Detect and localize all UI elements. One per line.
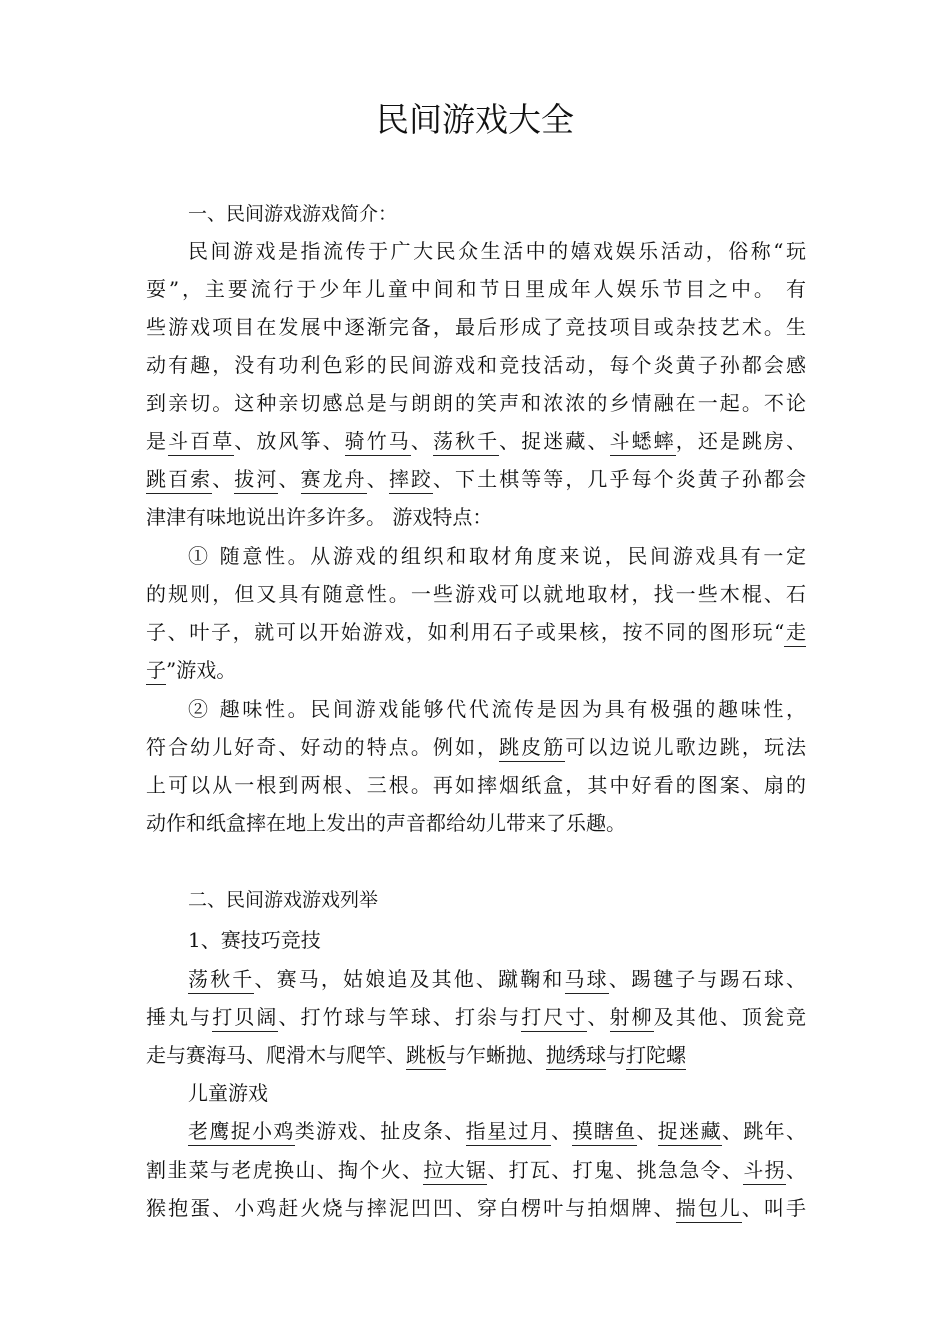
subheading: 1、赛技巧竞技	[188, 928, 321, 952]
text-run: 的规则，但又具有随意性。一些游戏可以就地取材，找一些木棍、石	[146, 582, 806, 606]
game-link: 指星过月	[466, 1119, 551, 1146]
game-link: 斗拐	[743, 1158, 786, 1185]
game-link: 跳板	[406, 1043, 446, 1070]
game-link: 捉迷藏	[658, 1119, 722, 1146]
paragraph-line	[146, 1195, 806, 1221]
text-run: 、打竹球与竿球、打尜与	[278, 1005, 522, 1029]
section-1-heading: 一、民间游戏游戏简介：	[188, 203, 398, 225]
paragraph-line	[146, 1004, 806, 1030]
text-run: 、	[636, 1119, 658, 1143]
game-link: 打陀螺	[626, 1043, 686, 1070]
text-run: 民间游戏是指流传于广大民众生活中的嬉戏娱乐活动，俗称“玩	[188, 239, 806, 263]
text-run: 、	[410, 429, 433, 453]
paragraph-line	[146, 734, 806, 760]
text-run: 、	[551, 1119, 573, 1143]
document-title: 民间游戏大全	[376, 100, 574, 139]
game-link: 打尺寸	[521, 1005, 587, 1032]
text-run: 、放风筝、	[234, 429, 345, 453]
text-run: 、下土棋等等，几乎每个炎黄子孙都会	[432, 467, 807, 491]
game-link: 斗蟋蟀	[610, 429, 676, 456]
text-run: 动有趣，没有功利色彩的民间游戏和竞技活动，每个炎黄子孙都会感	[146, 353, 806, 377]
text-run: ② 趣味性。民间游戏能够代代流传是因为具有极强的趣味性，	[188, 697, 806, 721]
text-run: 是	[146, 429, 169, 453]
text-run: ① 随意性。从游戏的组织和取材角度来说，民间游戏具有一定	[188, 544, 806, 568]
text-run: 割韭菜与老虎换山、掏个火、	[146, 1158, 424, 1182]
subheading: 儿童游戏	[188, 1081, 268, 1105]
game-link: 抛绣球	[546, 1043, 606, 1070]
text-run: 及其他、顶瓮竞	[653, 1005, 807, 1029]
text-run: 子、叶子，就可以开始游戏，如利用石子或果核，按不同的图形玩“	[146, 620, 785, 644]
game-link: 揣包儿	[676, 1196, 742, 1223]
paragraph-line	[146, 772, 806, 798]
paragraph-line	[146, 810, 806, 836]
paragraph-line	[188, 966, 806, 992]
text-run: 捶丸与	[146, 1005, 213, 1029]
paragraph-line	[146, 466, 806, 492]
game-link: 走	[784, 620, 806, 647]
paragraph-line	[188, 1118, 806, 1144]
game-link: 跳皮筋	[499, 735, 565, 762]
paragraph-line	[146, 581, 806, 607]
text-run: ，还是跳房、	[675, 429, 807, 453]
game-link: 摸瞎鱼	[572, 1119, 636, 1146]
paragraph-line	[146, 428, 806, 454]
paragraph-line	[146, 390, 806, 416]
paragraph-line	[188, 696, 806, 722]
paragraph-line	[146, 314, 806, 340]
text-run: 、赛马，姑娘追及其他、蹴鞠和	[254, 967, 565, 991]
game-link: 拉大锯	[423, 1158, 487, 1185]
text-run: ”游戏。	[166, 658, 237, 682]
section-2-heading: 二、民间游戏游戏列举	[188, 889, 379, 911]
game-link: 子	[146, 658, 166, 685]
paragraph-line	[188, 543, 806, 569]
paragraph-line	[146, 276, 806, 302]
text-run: 与乍蜥抛、	[446, 1043, 546, 1067]
text-run: 动作和纸盒摔在地上发出的声音都给幼儿带来了乐趣。	[146, 811, 626, 835]
paragraph-line	[146, 504, 806, 530]
text-run: 、	[212, 467, 235, 491]
text-run: 走与赛海马、爬滑木与爬竿、	[146, 1043, 406, 1067]
text-run: 、叫手	[741, 1196, 807, 1220]
text-run: 些游戏项目在发展中逐渐完备，最后形成了竞技项目或杂技艺术。生	[146, 315, 806, 339]
text-run: 可以边说儿歌边跳，玩法	[565, 735, 807, 759]
paragraph-line	[146, 352, 806, 378]
game-link: 斗百草	[168, 429, 234, 456]
game-link: 拔河	[234, 467, 278, 494]
text-run: 类游戏、扯皮条、	[294, 1119, 466, 1143]
text-run: 、	[587, 1005, 610, 1029]
text-run: 、踢毽子与踢石球、	[608, 967, 807, 991]
game-link: 马球	[565, 967, 609, 994]
game-link: 射柳	[610, 1005, 654, 1032]
text-run: 津津有味地说出许多许多。 游戏特点：	[146, 505, 493, 529]
paragraph-line	[146, 1157, 806, 1183]
text-run: 、捉迷藏、	[499, 429, 610, 453]
text-run: 、	[278, 467, 301, 491]
game-link: 摔跤	[389, 467, 433, 494]
game-link: 跳百索	[146, 467, 212, 494]
text-run: 、打瓦、打鬼、挑急急令、	[487, 1158, 744, 1182]
game-link: 赛龙舟	[301, 467, 367, 494]
text-run: 符合幼儿好奇、好动的特点。例如，	[146, 735, 500, 759]
paragraph-line	[188, 238, 806, 264]
text-run: 与	[606, 1043, 626, 1067]
text-run: 猴抱蛋、小鸡赶火烧与摔泥凹凹、穿白楞叶与拍烟牌、	[146, 1196, 676, 1220]
text-run: 、跳年、	[721, 1119, 807, 1143]
game-link: 荡秋千	[433, 429, 499, 456]
game-link: 打贝阔	[212, 1005, 278, 1032]
text-run: 、	[786, 1158, 807, 1182]
game-link: 骑竹马	[345, 429, 411, 456]
game-link: 老鹰捉小鸡	[188, 1119, 295, 1146]
text-run: 到亲切。这种亲切感总是与朗朗的笑声和浓浓的乡情融在一起。不论	[146, 391, 806, 415]
paragraph-line	[146, 657, 806, 683]
paragraph-line	[146, 619, 806, 645]
text-run: 、	[366, 467, 389, 491]
paragraph-line	[146, 1042, 806, 1068]
text-run: 上可以从一根到两根、三根。再如摔烟纸盒，其中好看的图案、扇的	[146, 773, 806, 797]
text-run: 耍”，主要流行于少年儿童中间和节日里成年人娱乐节目之中。 有	[146, 277, 806, 301]
game-link: 荡秋千	[188, 967, 254, 994]
